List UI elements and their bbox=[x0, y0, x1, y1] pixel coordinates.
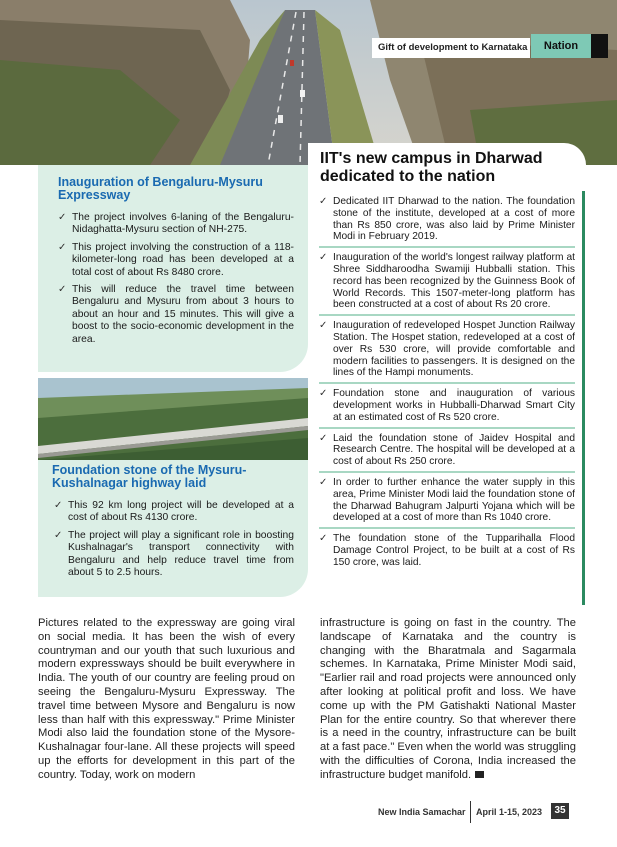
section-tag: Gift of development to Karnataka bbox=[372, 38, 530, 58]
iit-list bbox=[319, 196, 575, 576]
list-item: ✓ The project involves 6-laning of the Bengaluru-Nidaghatta-Mysuru section of NH-275. bbox=[58, 212, 294, 237]
section-title-expressway: Inauguration of Bengaluru-Mysuru Expressway bbox=[58, 175, 263, 202]
list-item: ✓ In order to further enhance the water supply in this area, Prime Minister Modi laid the foundation stone of the Dharwad Bahugram Jalpurti Yojana which will be developed at a cost of more than Rs 1040 crore. bbox=[319, 477, 575, 529]
list-item: ✓ This will reduce the travel time between Bengaluru and Mysuru from about 3 hours to about an hour and 15 minutes. This will give a boost to the socio-economic development in the area. bbox=[58, 284, 294, 346]
page-number: 35 bbox=[551, 803, 569, 819]
expressway-photo bbox=[0, 0, 617, 165]
section-label-bar bbox=[591, 34, 608, 58]
expressway-list bbox=[58, 212, 294, 351]
list-item: ✓ Foundation stone and inauguration of various development works in Hubballi-Dharwad Smart City at an estimated cost of Rs 520 crore. bbox=[319, 388, 575, 428]
body-column-2 bbox=[320, 617, 576, 783]
list-item: ✓ Laid the foundation stone of Jaidev Hospital and Research Centre. The hospital will be developed at a cost of about Rs 250 crore. bbox=[319, 433, 575, 473]
issue-date: April 1-15, 2023 bbox=[476, 807, 543, 817]
section-label: Nation bbox=[531, 34, 591, 58]
highway-bridge-photo bbox=[38, 378, 308, 460]
list-item: ✓ The foundation stone of the Tupparihalla Flood Damage Control Project, to be built at a cost of Rs 150 crore, was laid. bbox=[319, 533, 575, 571]
publication-name: New India Samachar bbox=[378, 807, 466, 817]
list-item: ✓ Inauguration of the world's longest railway platform at Shree Siddharoodha Swamiji Hubballi station. This record has been recognized by the Guinness Book of World Records. This 1507-meter-long platform has been constructed at a cost of about Rs 20 crore. bbox=[319, 252, 575, 316]
body-column-2-text: infrastructure is going on fast in the country. The landscape of Karnataka and the country is changing with the Bharatmala and Sagarmala schemes. In Karnataka, Prime Minister Modi said, "Earlier rail and road projects were announced only after looking at political profit and loss. We have come up with the PM Gatishakti National Master Plan for the entire country. So that wherever there is a need in the country, infrastructure can be built at a fast pace." Even when the world was struggling with the difficulties of Corona, India increased the infrastructure budget manifold. bbox=[320, 617, 576, 781]
highway-list bbox=[54, 500, 294, 584]
list-item: ✓ This 92 km long project will be developed at a cost of about Rs 4130 crore. bbox=[54, 500, 294, 525]
list-item: ✓ The project will play a significant role in boosting Kushalnagar's transport connectivity with Bengaluru and help reduce travel time from about 5 to 2.5 hours. bbox=[54, 530, 294, 580]
list-item: ✓ Inauguration of redeveloped Hospet Junction Railway Station. The Hospet station, redeveloped at a cost of over Rs 530 crore, will provide comfortable and modern facilities to passengers. It is designed on the lines of the Hampi monuments. bbox=[319, 320, 575, 384]
footer-divider bbox=[470, 801, 471, 823]
list-item: ✓ Dedicated IIT Dharwad to the nation. The foundation stone of the institute, developed at a cost of more than Rs 850 crore, was also laid by Prime Minister Modi in February 2019. bbox=[319, 196, 575, 248]
section-title-highway: Foundation stone of the Mysuru-Kushalnagar highway laid bbox=[52, 463, 247, 490]
body-column-1: Pictures related to the expressway are going viral on social media. It has been the wish of every countryman and our youth that such luxurious and modern expressways should be built everywhere in India. The youth of our country are feeling proud on seeing the Bengaluru-Mysuru Expressway. The travel time between Mysore and Bengaluru is now less than half with this expressway." Prime Minister Modi also laid the foundation stone of the Mysore-Kushalnagar four-lane. All these projects will speed up the efforts for development in this part of the country. Today, work on modern bbox=[38, 617, 295, 781]
end-mark-icon bbox=[475, 771, 484, 778]
section-title-iit: IIT's new campus in Dharwad dedicated to the nation bbox=[320, 150, 543, 185]
list-item: ✓ This project involving the construction of a 118-kilometer-long road has been developed at a total cost of about Rs 8480 crore. bbox=[58, 242, 294, 279]
